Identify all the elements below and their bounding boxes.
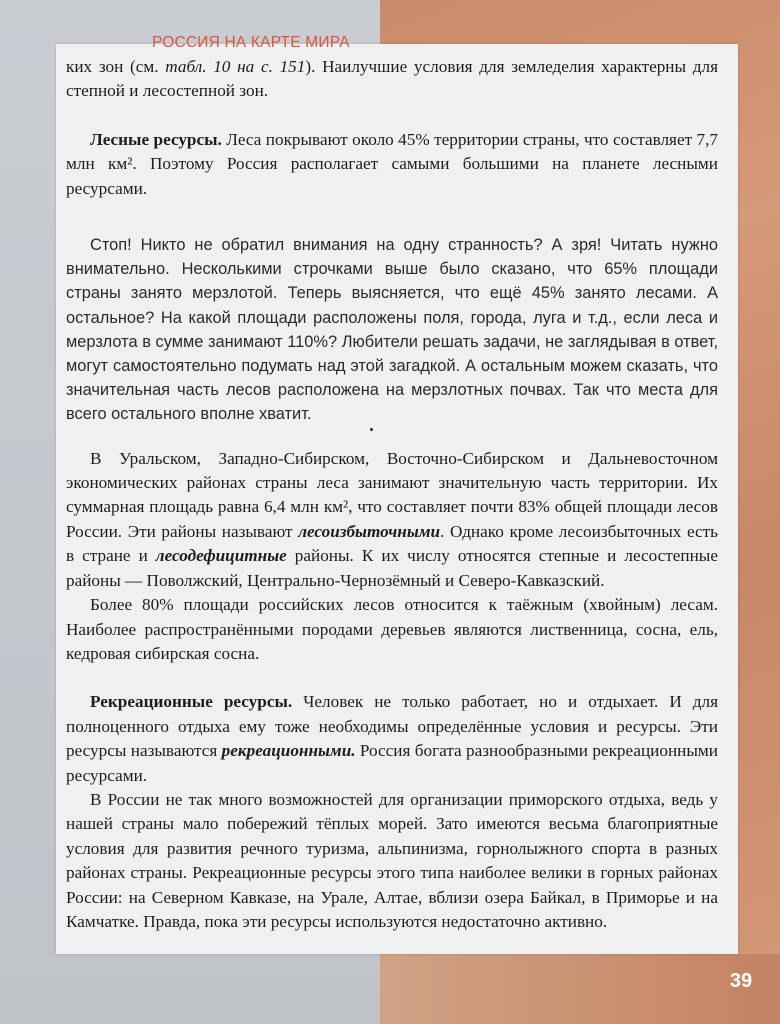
term-recreation: Рекреационные ресурсы. <box>90 692 293 712</box>
term-surplus: лесоизбыточными <box>298 521 441 541</box>
paragraph-taiga: Более 80% площади российских лесов относится к таёжным (хвойным) лесам. Наиболее распространёнными породами деревьев являются лиственница, сосна, ель, кедровая сибирская сосна. <box>66 595 718 663</box>
paragraph-recreation: Рекреационные ресурсы. Человек не только работает, но и отдыхает. И для полноценного отдыха ему тоже необходимы определённые условия и ресурсы. Эти ресурсы называются рекреационными. Россия богата разнообразными рекреационными ресурсами. <box>66 692 719 785</box>
term-deficit: лесодефицитные <box>155 546 287 566</box>
term-recreational: рекреационными. <box>221 741 356 761</box>
paragraph-tourism: В России не так много возможностей для организации приморского отдыха, ведь у нашей страны мало побережий тёплых морей. Зато имеются весьма благоприятные условия для развития речного туризма, альпинизма, горнолыжного спорта в разных районах страны. Рекреационные ресурсы этого типа наиболее велики в горных районах России: на Северном Кавказе, на Урале, Алтае, вблизи озера Байкал, в Приморье и на Камчатке. Правда, пока эти ресурсы используются недостаточно активно. <box>66 789 718 931</box>
page-content <box>66 55 718 934</box>
paragraph-forest-resources: Лесные ресурсы. Леса покрывают около 45% территории страны, что составляет 7,7 млн км². Поэтому Россия располагает самыми большими на планете лесными ресурсами. <box>66 129 718 198</box>
note-stop: Стоп! Никто не обратил внимания на одну странность? А зря! Читать нужно внимательно. Несколькими строчками выше было сказано, что 65% площади страны занято мерзлотой. Теперь выясняется, что ещё 45% занято лесами. А остальное? На какой площади расположены поля, города, луга и т.д., если леса и мерзлота в сумме занимают 110%? Любители решать задачи, не заглядывая в ответ, могут самостоятельно подумать над этой загадкой. А остальным можем сказать, что значительная часть лесов расположена на мерзлотных почвах. Так что места для всего остального вполне хватит. <box>66 236 718 424</box>
paragraph-forest-regions: В Уральском, Западно-Сибирском, Восточно-Сибирском и Дальневосточном экономических районах страны леса занимают значительную часть территории. Их суммарная площадь равна 6,4 млн км², что составляет почти 83% общей площади лесов России. Эти районы называют лесоизбыточными. Однако кроме лесоизбыточных есть в стране и лесодефицитные районы. К их числу относятся степные и лесостепные районы — Поволжский, Центрально-Чернозёмный и Северо-Кавказский. <box>66 448 718 590</box>
term-forest-resources: Лесные ресурсы. <box>90 129 222 149</box>
table-reference: табл. 10 на с. 151 <box>165 57 306 76</box>
running-header: РОССИЯ НА КАРТЕ МИРА <box>152 34 350 51</box>
page-number: 39 <box>729 970 753 992</box>
decorative-dot <box>370 428 373 431</box>
paragraph-soils: ких зон (см. табл. 10 на с. 151). Наилучшие условия для земледелия характерны для степной и лесостепной зон. <box>66 57 718 101</box>
